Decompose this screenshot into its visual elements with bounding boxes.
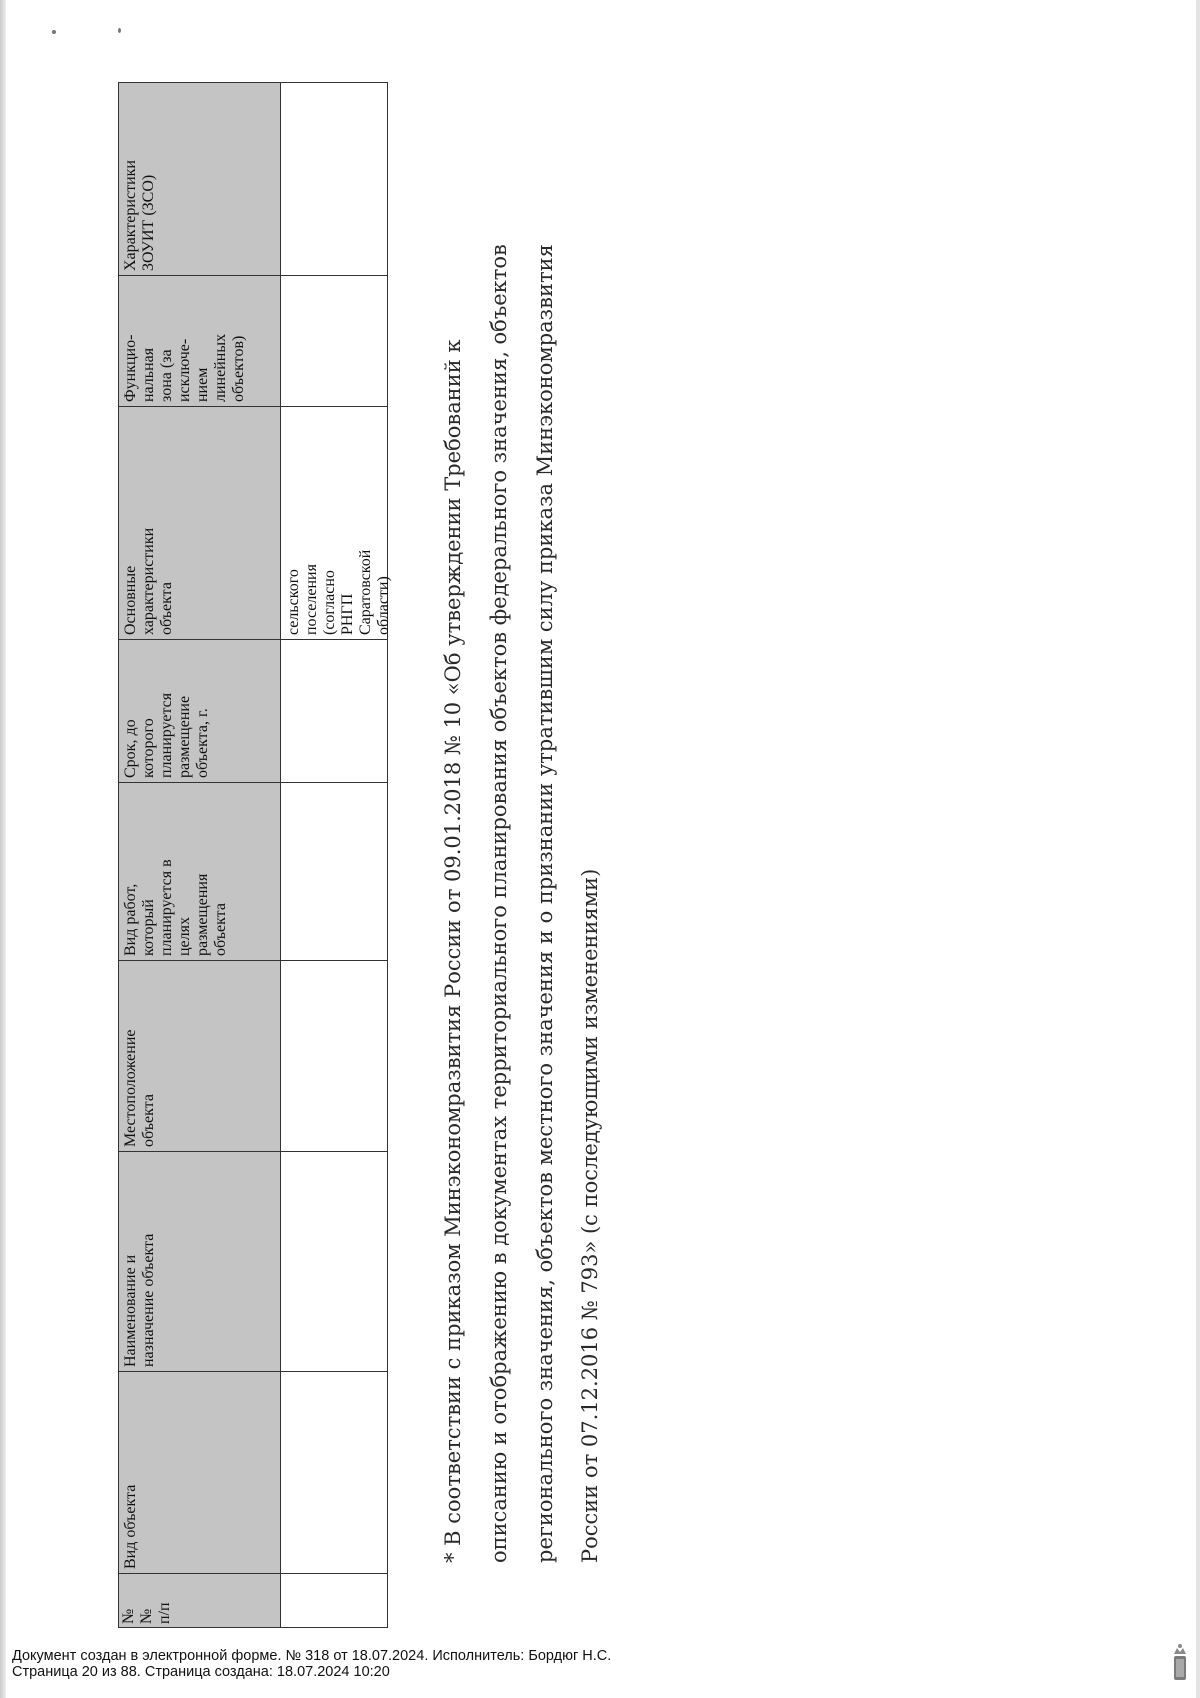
table-border (118, 1371, 388, 1372)
table-border (280, 82, 281, 1628)
table-border (118, 406, 388, 407)
header-number: № № п/п (120, 1602, 173, 1624)
objects-table (118, 82, 392, 1628)
header-name-purpose: Наименование и назначение объекта (122, 1233, 157, 1367)
scan-right-edge (1196, 0, 1200, 1698)
document-footer (12, 1648, 611, 1680)
header-work-type: Вид работ, который планируется в целях размещения объекта (122, 859, 229, 956)
footer-line-1: Документ создан в электронной форме. № 318 от 18.07.2024. Исполнитель: Бордюг Н.С. (12, 1648, 612, 1664)
footnote-line-4: России от 07.12.2016 № 793» (с последующими изменениями) (578, 868, 602, 1563)
header-functional-zone: Функцио- нальная зона (за исключе- нием линейных объектов) (122, 333, 247, 402)
cell-main-characteristics: сельского поселения (согласно РНГП Саратовской области) (285, 549, 392, 635)
header-location: Местоположение объекта (122, 1029, 157, 1147)
table-border (118, 1627, 388, 1628)
table-header-band (118, 82, 280, 1628)
table-border (118, 960, 388, 961)
table-border (118, 275, 388, 276)
table-border (118, 639, 388, 640)
footer-line-2: Страница 20 из 88. Страница создана: 18.07.2024 10:20 (12, 1664, 390, 1680)
header-object-type: Вид объекта (122, 1484, 139, 1569)
table-border (118, 1151, 388, 1152)
header-deadline: Срок, до которого планируется размещение объекта, г. (122, 692, 211, 778)
footnote-line-2: описанию и отображению в документах территориального планирования объектов федерального значения, объектов (487, 244, 511, 1563)
table-border (118, 782, 388, 783)
scan-speck (52, 30, 56, 34)
table-border (118, 82, 119, 1628)
table-border (118, 1573, 388, 1574)
table-border (118, 82, 388, 83)
scan-left-edge (0, 0, 6, 1698)
footnote-line-1: * В соответствии с приказом Минэкономразвития России от 09.01.2018 № 10 «Об утверждении Требований к (441, 339, 465, 1563)
scan-speck (118, 28, 121, 33)
table-border (387, 82, 388, 1628)
footnote-line-3: регионального значения, объектов местного значения и о признании утратившим силу приказа Минэкономразвития (533, 244, 557, 1563)
coat-of-arms-icon (1170, 1642, 1190, 1682)
header-zouit-characteristics: Характеристики ЗОУИТ (ЗСО) (122, 160, 157, 271)
header-main-characteristics: Основные характеристики объекта (122, 527, 175, 635)
